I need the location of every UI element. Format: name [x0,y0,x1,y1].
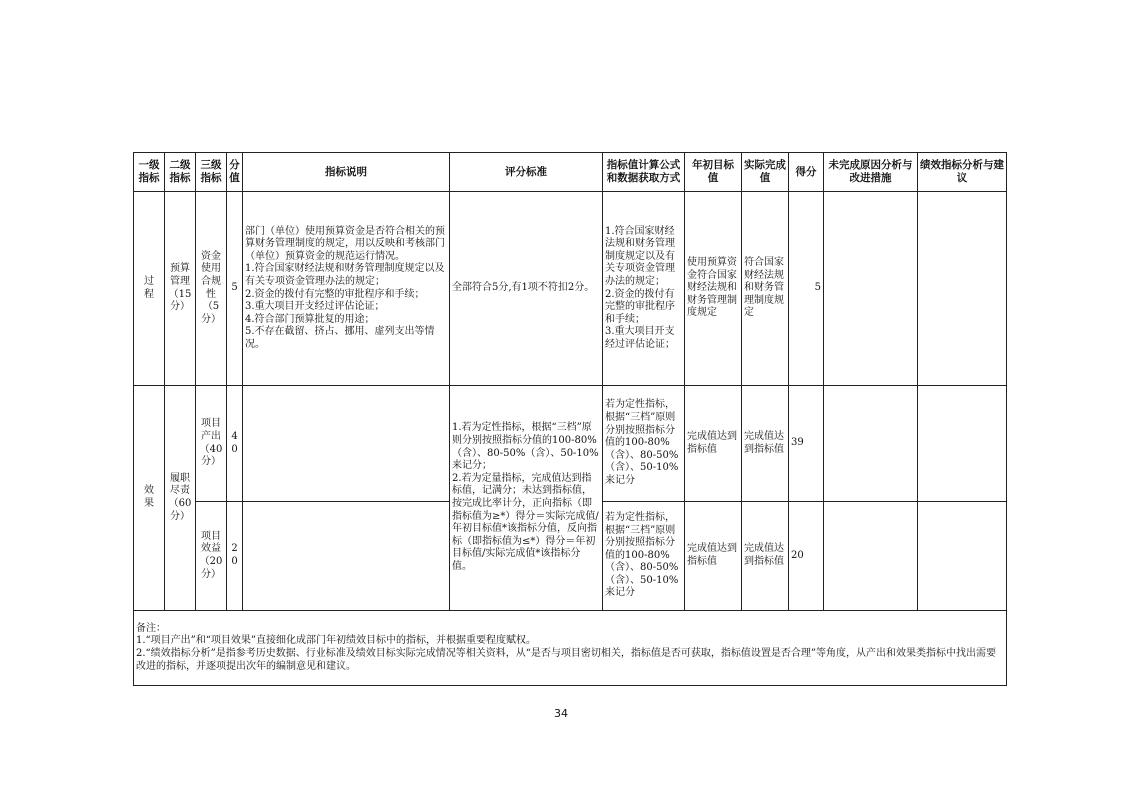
description-cell [243,502,450,611]
criteria-cell: 1.若为定性指标，根据“三档”原则分别按照指标分值的100-80%（含）、80-50%（含）、50-10%来记分； 2.若为定量指标，完成值达到指标值，记满分；未达到指标值，按完成比率计分，正向指标（即指标值为≥*）得分＝实际完成值/年初目标值*该指标分值，反向指标（即指标值为≤*）得分＝年初目标值/实际完成值*该指标分值。 [450,386,603,611]
score-value-cell: 5 [227,192,243,386]
analysis-cell [918,386,1007,502]
header-cell-level1: 一级指标 [134,153,165,192]
score-value-cell: 40 [227,386,243,502]
header-cell-level3: 三级指标 [196,153,227,192]
notes-cell: 备注： 1.“项目产出”和“项目效果”直接细化成部门年初绩效目标中的指标，并根据重要程度赋权。 2.“绩效指标分析”是指参考历史数据、行业标准及绩效目标实际完成情况等相关资料，从“是否与项目密切相关，指标值是否可获取，指标值设置是否合理”等角度，从产出和效果类指标中找出需要改进的指标，并逐项提出次年的编制意见和建议。 [134,611,1007,686]
reason-cell [824,502,918,611]
level3-cell: 项目 产出 （40 分） [196,386,227,502]
performance-evaluation-table [133,152,1007,686]
formula-cell: 若为定性指标，根据“三档”原则分别按照指标分值的100-80%（含）、80-50%（含）、50-10%来记分 [603,386,685,502]
table-row-process [134,192,1007,386]
header-cell-level2: 二级指标 [165,153,196,192]
level3-cell: 项目 效益 （20 分） [196,502,227,611]
header-cell-description: 指标说明 [243,153,450,192]
actual-cell: 完成值达到指标值 [742,502,789,611]
header-cell-actual: 实际完成值 [742,153,789,192]
header-cell-target: 年初目标值 [685,153,742,192]
table-header-row [134,153,1007,192]
header-cell-formula: 指标值计算公式和数据获取方式 [603,153,685,192]
page-number: 34 [554,707,568,720]
target-cell: 完成值达到指标值 [685,502,742,611]
header-cell-analysis: 绩效指标分析与建议 [918,153,1007,192]
level1-cell: 效 果 [134,386,165,611]
score-cell: 5 [789,192,824,386]
criteria-cell: 全部符合5分,有1项不符扣2分。 [450,192,603,386]
description-cell: 部门（单位）使用预算资金是否符合相关的预算财务管理制度的规定，用以反映和考核部门（单位）预算资金的规范运行情况。 1.符合国家财经法规和财务管理制度规定以及有关专项资金管理办法的规定； 2.资金的拨付有完整的审批程序和手续； 3.重大项目开支经过评估论证； 4.符合部门预算批复的用途； 5.不存在截留、挤占、挪用、虚列支出等情况。 [243,192,450,386]
description-cell [243,386,450,502]
actual-cell: 完成值达到指标值 [742,386,789,502]
score-cell: 39 [789,386,824,502]
target-cell: 完成值达到指标值 [685,386,742,502]
reason-cell [824,386,918,502]
analysis-cell [918,192,1007,386]
header-cell-criteria: 评分标准 [450,153,603,192]
header-cell-score-value: 分值 [227,153,243,192]
table-notes-row [134,611,1007,686]
level2-cell: 履职 尽责 （60 分） [165,386,196,611]
level2-cell: 预算 管理 （15 分） [165,192,196,386]
score-cell: 20 [789,502,824,611]
reason-cell [824,192,918,386]
level1-cell: 过 程 [134,192,165,386]
actual-cell: 符合国家财经法规和财务管理制度规定 [742,192,789,386]
formula-cell: 1.符合国家财经法规和财务管理制度规定以及有关专项资金管理办法的规定； 2.资金的拨付有完整的审批程序和手续； 3.重大项目开支经过评估论证； [603,192,685,386]
formula-cell: 若为定性指标，根据“三档”原则分别按照指标分值的100-80%（含）、80-50%（含）、50-10%来记分 [603,502,685,611]
analysis-cell [918,502,1007,611]
score-value-cell: 20 [227,502,243,611]
header-cell-reason: 未完成原因分析与改进措施 [824,153,918,192]
level3-cell: 资金 使用 合规 性 （5 分） [196,192,227,386]
target-cell: 使用预算资金符合国家财经法规和财务管理制度规定 [685,192,742,386]
table-row-output [134,386,1007,502]
header-cell-score: 得分 [789,153,824,192]
